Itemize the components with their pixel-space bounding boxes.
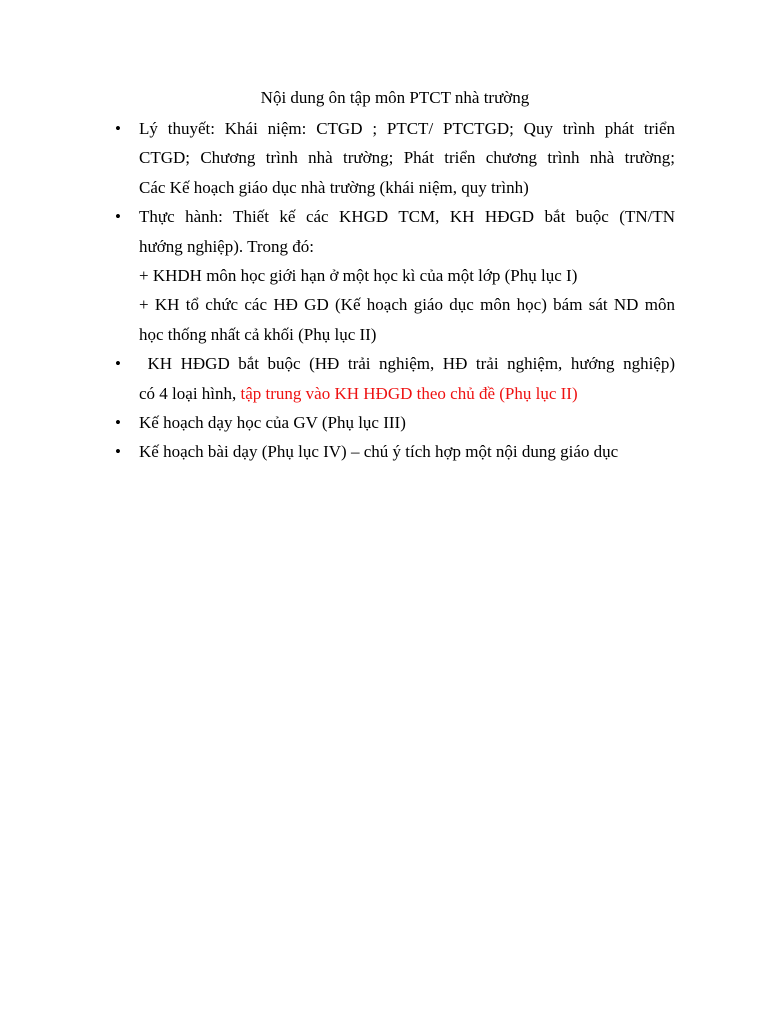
bullet-icon: • (115, 354, 121, 374)
bullet-icon: • (115, 413, 121, 433)
text-line: + KH tổ chức các HĐ GD (Kế hoạch giáo dục môn học) bám sát ND môn (139, 295, 675, 315)
text-line (139, 379, 675, 408)
document-title: Nội dung ôn tập môn PTCT nhà trường (260, 88, 530, 107)
text-line: Lý thuyết: Khái niệm: CTGD ; PTCT/ PTCTGD; Quy trình phát triển (139, 119, 675, 138)
text-line: Kế hoạch bài dạy (Phụ lục IV) – chú ý tích hợp một nội dung giáo dục (139, 442, 619, 462)
list-item-theory (115, 114, 675, 202)
bullet-icon: • (115, 207, 121, 227)
text-line: Kế hoạch dạy học của GV (Phụ lục III) (139, 413, 406, 433)
text-line: hướng nghiệp). Trong đó: (139, 236, 314, 256)
bullet-icon: • (115, 442, 121, 462)
list-item-practice (115, 202, 675, 349)
text-prefix: có 4 loại hình, (139, 383, 241, 403)
text-line: Thực hành: Thiết kế các KHGD TCM, KH HĐGD bắt buộc (TN/TN (139, 207, 675, 227)
list-item-mandatory-activities (115, 349, 675, 408)
text-line: + KHDH môn học giới hạn ở một học kì của một lớp (Phụ lục I) (139, 266, 578, 286)
bullet-icon: • (115, 119, 121, 138)
text-line: KH HĐGD bắt buộc (HĐ trải nghiệm, HĐ trải nghiệm, hướng nghiệp) (139, 354, 675, 374)
text-line: Các Kế hoạch giáo dục nhà trường (khái niệm, quy trình) (139, 177, 529, 197)
list-item-lesson-plan (115, 437, 675, 466)
text-line: học thống nhất cả khối (Phụ lục II) (139, 324, 377, 344)
list-item-teaching-plan (115, 408, 675, 437)
text-line: CTGD; Chương trình nhà trường; Phát triển chương trình nhà trường; (139, 148, 675, 168)
content-list (115, 114, 675, 467)
highlighted-text: tập trung vào KH HĐGD theo chủ đề (Phụ lục II) (240, 383, 578, 403)
